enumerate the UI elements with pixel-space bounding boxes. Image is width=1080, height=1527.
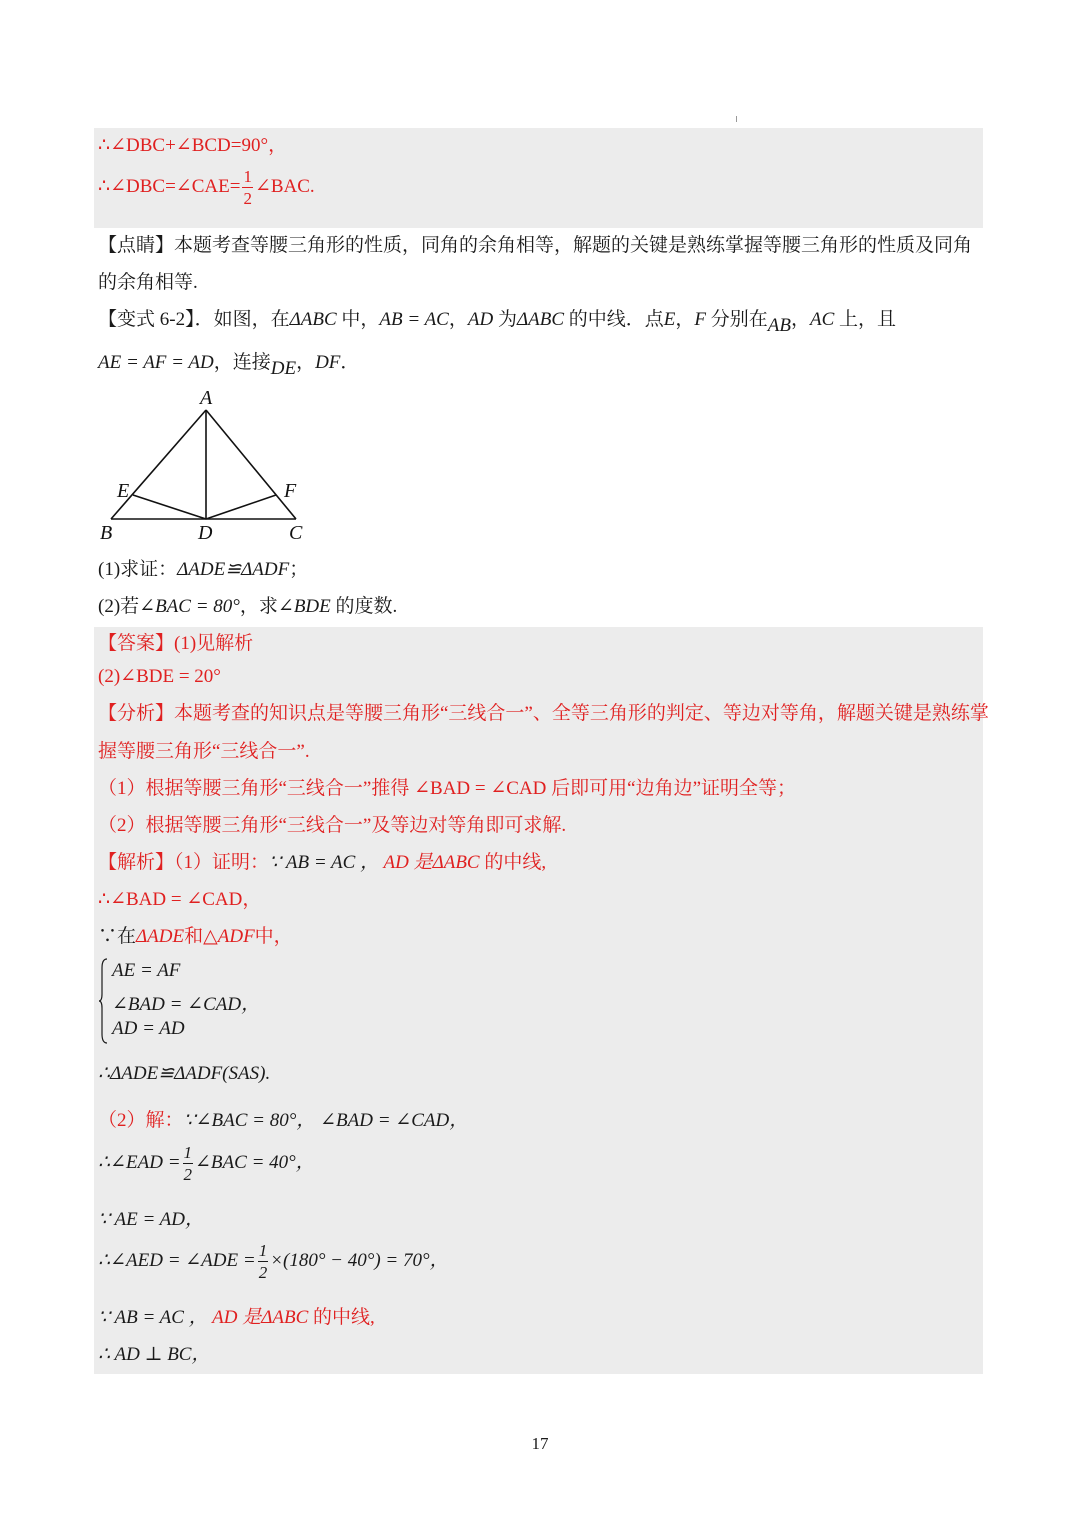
label-B: B [100, 522, 113, 544]
part2-line-4: ∴∠AED = ∠ADE = $\frac{1}{2}$ ×(180° − 40°) = 70°， [98, 1241, 449, 1282]
top-line-2-text: ∴∠DBC=∠CAE= [98, 175, 241, 197]
label-F: F [284, 480, 297, 502]
fraction-half: $\frac{1}{2}$ [243, 167, 252, 208]
header-tick-mark [736, 116, 737, 122]
part2-line-3: ∵ AE = AD， [98, 1209, 205, 1230]
solution-line-3: ∵在ΔADE和△ADF中， [98, 926, 293, 947]
top-line-2-tail: ∠BAC. [254, 175, 315, 197]
label-E: E [117, 480, 130, 502]
question-1: (1)求证：ΔADE≌ΔADF； [98, 559, 309, 580]
analysis-line-3: （1）根据等腰三角形“三线合一”推得 ∠BAD = ∠CAD 后即可用“边角边”证明全等； [98, 778, 797, 799]
dianjing-line-2: 的余角相等. [98, 272, 198, 293]
segment-DF [206, 495, 276, 519]
top-line-2 [98, 168, 315, 207]
analysis-line-4: （2）根据等腰三角形“三线合一”及等边对等角即可求解. [98, 815, 567, 836]
problem-line-2: AE = AF = AD，连接DE，DF． [98, 352, 360, 379]
system-eq-3: AD = AD [112, 1018, 185, 1039]
solution-congruence: ∴ΔADE≌ΔADF(SAS). [98, 1063, 271, 1084]
dianjing-line-1: 【点睛】本题考查等腰三角形的性质，同角的余角相等，解题的关键是熟练掌握等腰三角形的性质及同角 [98, 235, 973, 256]
analysis-line-1: 【分析】本题考查的知识点是等腰三角形“三线合一”、全等三角形的判定、等边对等角，解题关键是熟练掌 [98, 703, 989, 724]
segment-DE [133, 495, 206, 519]
part2-line-5: ∵ AB = AC ， AD 是ΔABC 的中线, [98, 1307, 375, 1328]
system-eq-1: AE = AF [112, 960, 181, 981]
analysis-line-2: 握等腰三角形“三线合一”. [98, 741, 310, 762]
part2-line-6: ∴ AD ⊥ BC， [98, 1344, 211, 1365]
answer-line-1: 【答案】(1)见解析 [98, 633, 254, 654]
answer-line-2: (2)∠BDE = 20° [98, 666, 221, 687]
fraction-half: $\frac{1}{2}$ [258, 1241, 268, 1282]
fraction-half: $\frac{1}{2}$ [183, 1143, 193, 1184]
triangle-figure [96, 384, 326, 546]
solution-line-2: ∴∠BAD = ∠CAD， [98, 889, 262, 910]
label-A: A [200, 387, 213, 409]
label-C: C [289, 522, 303, 544]
problem-line-1: 【变式 6-2】．如图，在ΔABC 中，AB = AC，AD 为ΔABC 的中线．点E，F 分别在AB，AC 上，且 [98, 309, 897, 336]
part2-line-1: （2）解：∵∠BAC = 80°， ∠BAD = ∠CAD， [98, 1110, 469, 1131]
part2-line-2: ∴∠EAD = $\frac{1}{2}$ ∠BAC = 40°， [98, 1143, 315, 1184]
solution-line-1: 【解析】（1）证明：∵ AB = AC ， AD 是ΔABC 的中线, [98, 852, 547, 873]
page-number: 17 [531, 1434, 549, 1453]
label-D: D [198, 522, 213, 544]
segment-AC [206, 410, 296, 519]
question-2: (2)若∠BAC = 80°，求∠BDE 的度数. [98, 596, 398, 617]
system-eq-2: ∠BAD = ∠CAD， [112, 994, 261, 1015]
brace-icon [98, 958, 108, 1044]
top-line-1: ∴∠DBC+∠BCD=90°， [98, 135, 288, 156]
